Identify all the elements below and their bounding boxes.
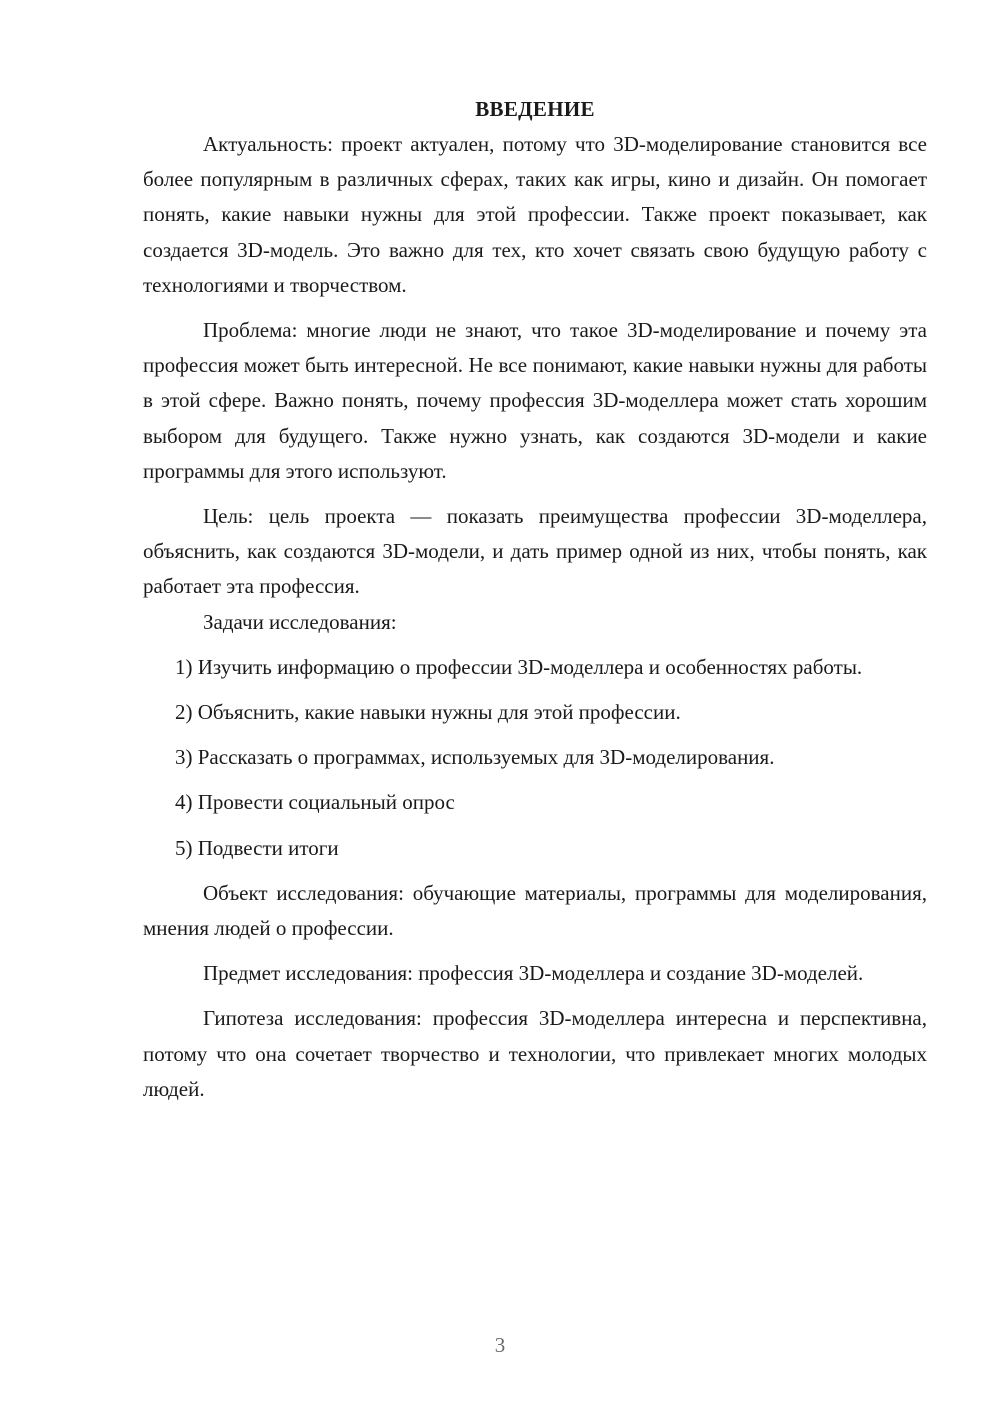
goal-paragraph: Цель: цель проекта — показать преимущества профессии 3D-моделлера, объяснить, как создаются 3D-модели, и дать пример одной из них, чтобы понять, как работает эта профессия. [143,504,927,599]
document-page [143,92,927,1107]
page-number: 3 [494,1333,506,1357]
problem-paragraph: Проблема: многие люди не знают, что такое 3D-моделирование и почему эта профессия может быть интересной. Не все понимают, какие навыки нужны для работы в этой сфере. Важно понять, почему профессия 3D-моделлера может стать хорошим выбором для будущего. Также нужно узнать, как создаются 3D-модели и какие программы для этого используют. [143,318,927,483]
hypothesis-paragraph: Гипотеза исследования: профессия 3D-моделлера интересна и перспективна, потому что она сочетает творчество и технологии, что привлекает многих молодых людей. [143,1006,927,1101]
tasks-list [143,650,927,866]
relevance-paragraph: Актуальность: проект актуален, потому что 3D-моделирование становится все более популярным в различных сферах, таких как игры, кино и дизайн. Он помогает понять, какие навыки нужны для этой профессии. Также проект показывает, как создается 3D-модель. Это важно для тех, кто хочет связать свою будущую работу с технологиями и творчеством. [143,132,927,297]
task-item: 2) Объяснить, какие навыки нужны для этой профессии. [175,700,681,725]
subject-paragraph: Предмет исследования: профессия 3D-моделлера и создание 3D-моделей. [203,961,864,986]
task-item: 1) Изучить информацию о профессии 3D-моделлера и особенностях работы. [175,654,863,679]
task-item: 5) Подвести итоги [175,835,339,860]
tasks-heading: Задачи исследования: [203,609,397,634]
task-item: 4) Провести социальный опрос [175,790,455,815]
page-title: ВВЕДЕНИЕ [475,97,595,121]
task-item: 3) Рассказать о программах, используемых для 3D-моделирования. [175,745,775,770]
object-paragraph: Объект исследования: обучающие материалы, программы для моделирования, мнения людей о профессии. [143,880,927,941]
